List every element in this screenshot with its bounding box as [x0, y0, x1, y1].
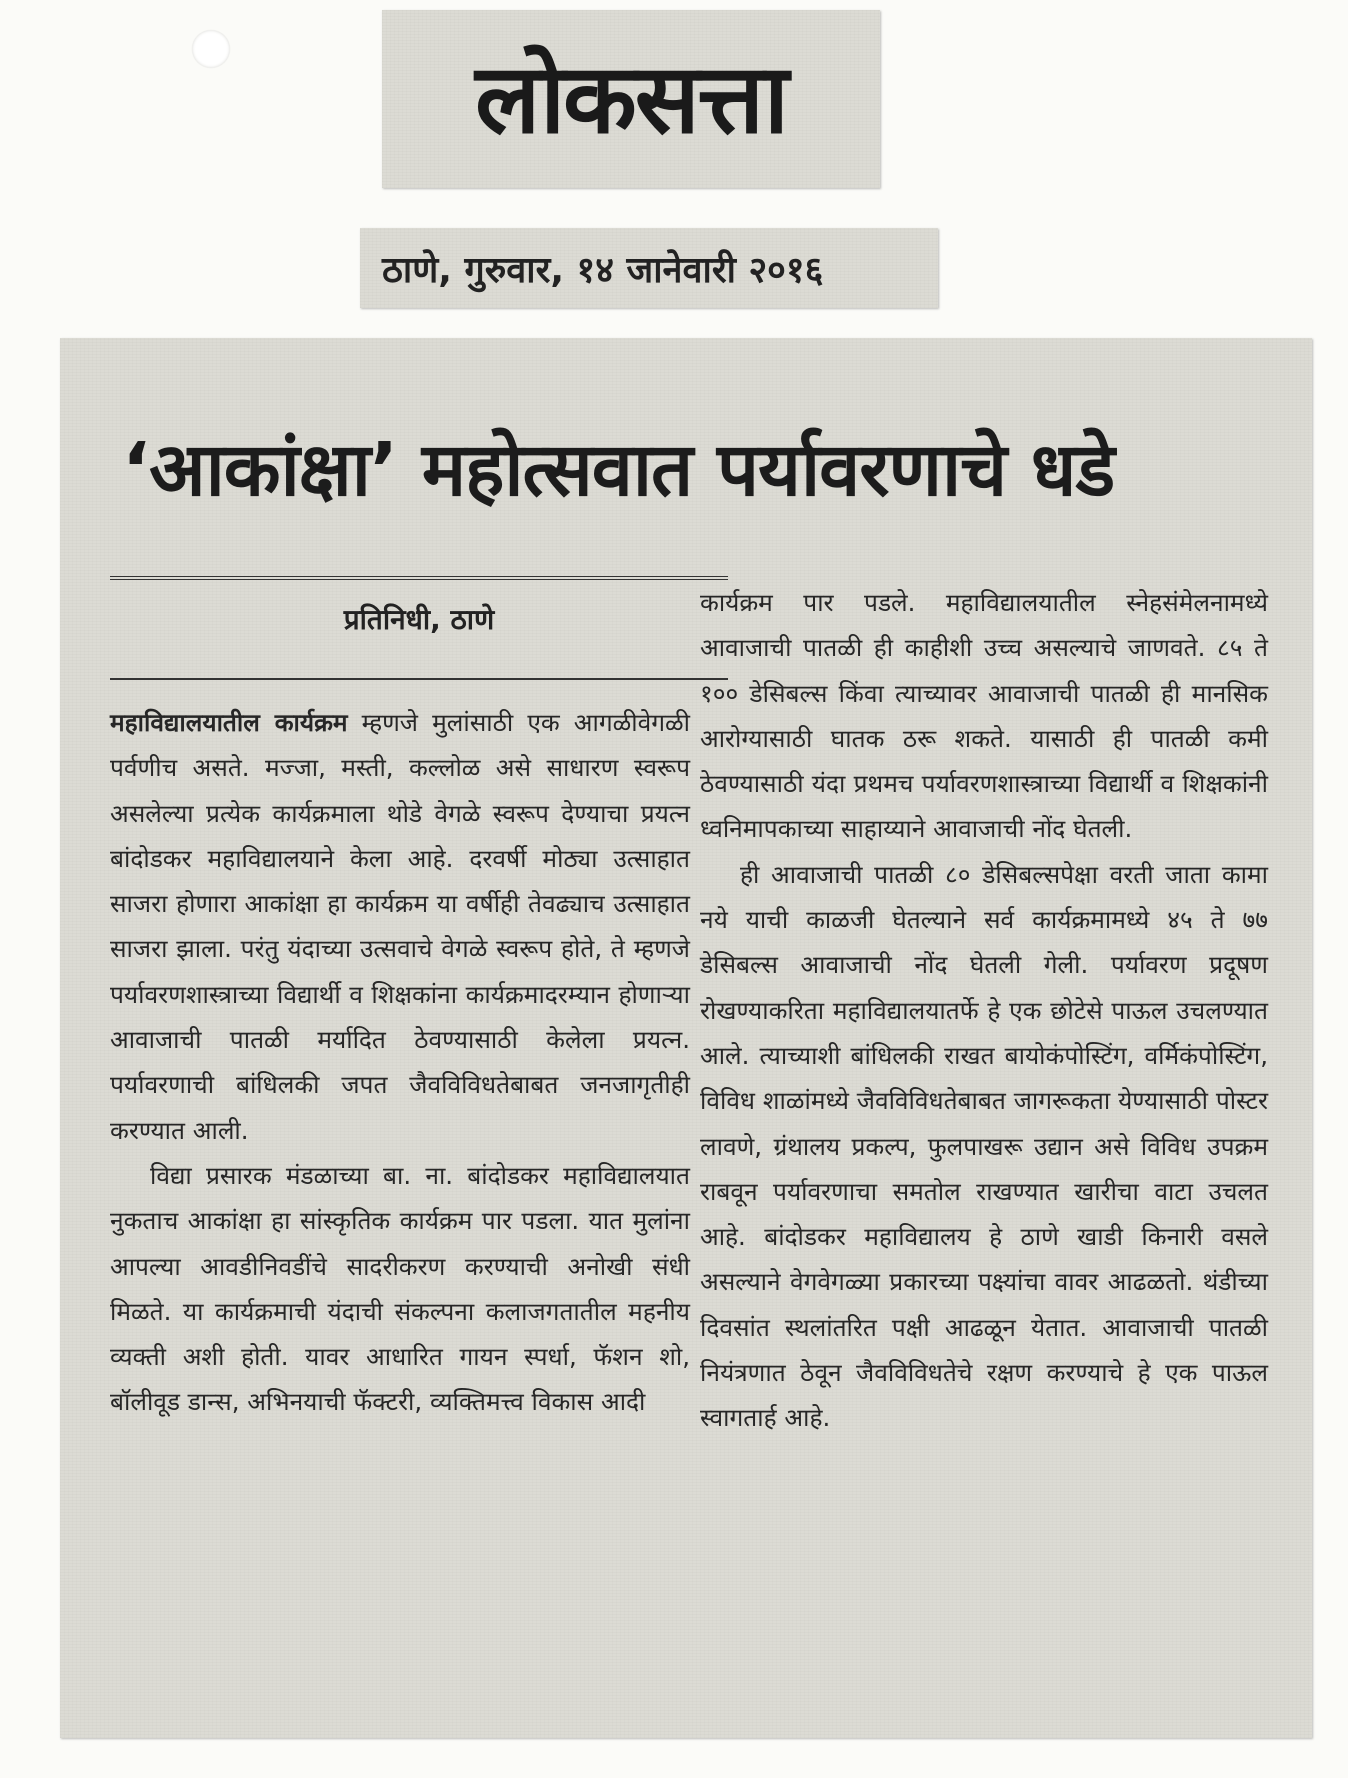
left-paragraph-1-text: म्हणजे मुलांसाठी एक आगळीवेगळी पर्वणीच असते. मज्जा, मस्ती, कल्लोळ असे साधारण स्वरूप असलेल्या प्रत्येक कार्यक्रमाला थोडे वेगळे स्वरूप देण्याचा प्रयत्न बांदोडकर महाविद्यालयाने केला आहे. दरवर्षी मोठ्या उत्साहात साजरा होणारा आकांक्षा हा कार्यक्रम या वर्षीही तेवढ्याच उत्साहात साजरा झाला. परंतु यंदाच्या उत्सवाचे वेगळे स्वरूप होते, ते म्हणजे पर्यावरणशास्त्राच्या विद्यार्थी व शिक्षकांना कार्यक्रमादरम्यान होणाऱ्या आवाजाची पातळी मर्यादित ठेवण्यासाठी केलेला प्रयत्न. पर्यावरणाची बांधिलकी जपत जैवविविधतेबाबत जनजागृतीही करण्यात आली.	[110, 708, 690, 1145]
newspaper-masthead: लोकसत्ता	[475, 43, 787, 155]
masthead-clipping	[382, 10, 880, 188]
lead-phrase: महाविद्यालयातील कार्यक्रम	[110, 708, 348, 737]
byline-bottom-rule	[110, 678, 728, 680]
punch-hole-top	[192, 30, 230, 68]
dateline: ठाणे, गुरुवार, १४ जानेवारी २०१६	[382, 249, 824, 291]
article-byline: प्रतिनिधी, ठाणे	[343, 603, 495, 636]
dateline-clipping	[360, 228, 938, 308]
article-clipping	[60, 338, 1312, 1738]
left-paragraph-2: विद्या प्रसारक मंडळाच्या बा. ना. बांदोडकर महाविद्यालयात नुकताच आकांक्षा हा सांस्कृतिक कार्यक्रम पार पडला. यात मुलांना आपल्या आवडीनिवडींचे सादरीकरण करण्याची अनोखी संधी मिळते. या कार्यक्रमाची यंदाची संकल्पना कलाजगतातील महनीय व्यक्ती अशी होती. यावर आधारित गायन स्पर्धा, फॅशन शो, बॉलीवूड डान्स, अभिनयाची फॅक्टरी, व्यक्तिमत्त्व विकास आदी	[110, 1160, 690, 1417]
left-paragraph-1	[110, 700, 690, 1153]
article-column-left	[110, 700, 690, 1425]
article-headline: ‘आकांक्षा’ महोत्सवात पर्यावरणाचे धडे	[122, 427, 1115, 513]
right-paragraph-2: ही आवाजाची पातळी ८० डेसिबल्सपेक्षा वरती जाता कामा नये याची काळजी घेतल्याने सर्व कार्यक्रमामध्ये ४५ ते ७७ डेसिबल्स आवाजाची नोंद घेतली गेली. पर्यावरण प्रदूषण रोखण्याकरिता महाविद्यालयातर्फे हे एक छोटेसे पाऊल उचलण्यात आले. त्याच्याशी बांधिलकी राखत बायोकंपोस्टिंग, वर्मिकंपोस्टिंग, विविध शाळांमध्ये जैवविविधतेबाबत जागरूकता येण्यासाठी पोस्टर लावणे, ग्रंथालय प्रकल्प, फुलपाखरू उद्यान असे विविध उपक्रम राबवून पर्यावरणाचा समतोल राखण्यात खारीचा वाटा उचलत आहे. बांदोडकर महाविद्यालय हे ठाणे खाडी किनारी वसले असल्याने वेगवेगळ्या प्रकारच्या पक्ष्यांचा वावर आढळतो. थंडीच्या दिवसांत स्थलांतरित पक्षी आढळून येतात. आवाजाची पातळी नियंत्रणात ठेवून जैवविविधतेचे रक्षण करण्याचे हे एक पाऊल स्वागतार्ह आहे.	[700, 859, 1268, 1433]
right-paragraph-1: कार्यक्रम पार पडले. महाविद्यालयातील स्नेहसंमेलनामध्ये आवाजाची पातळी ही काहीशी उच्च असल्याचे जाणवते. ८५ ते १०० डेसिबल्स किंवा त्याच्यावर आवाजाची पातळी ही मानसिक आरोग्यासाठी घातक ठरू शकते. यासाठी ही पातळी कमी ठेवण्यासाठी यंदा प्रथमच पर्यावरणशास्त्राच्या विद्यार्थी व शिक्षकांनी ध्वनिमापकाच्या साहाय्याने आवाजाची नोंद घेतली.	[700, 588, 1268, 844]
article-column-right	[700, 580, 1268, 1441]
byline-top-rule	[110, 576, 728, 580]
